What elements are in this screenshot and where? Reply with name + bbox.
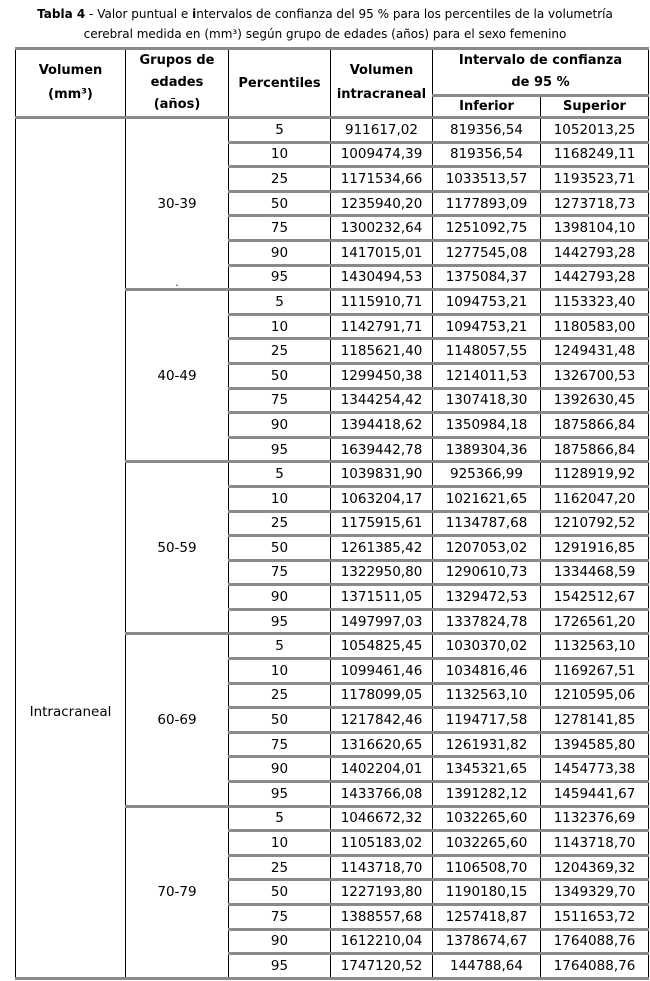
ci-upper-cell: 1454773,38	[541, 757, 649, 782]
ci-upper-cell: 1326700,53	[541, 363, 649, 388]
ci-upper-cell: 1153323,40	[541, 290, 649, 315]
ci-lower-cell: 819356,54	[433, 142, 541, 167]
caption-table-number: Tabla 4	[37, 7, 86, 21]
ci-upper-cell: 1349329,70	[541, 880, 649, 905]
volume-value-cell: 1105183,02	[331, 831, 433, 856]
header-grupos-edades	[126, 49, 229, 118]
percentile-cell: 5	[229, 462, 331, 487]
percentile-cell: 90	[229, 240, 331, 265]
age-group-cell-30-39	[126, 118, 229, 290]
volume-value-cell: 1300232,64	[331, 216, 433, 241]
percentile-cell: 95	[229, 782, 331, 807]
percentile-cell: 95	[229, 609, 331, 634]
ci-upper-cell: 1726561,20	[541, 609, 649, 634]
header-ic-line2: de 95 %	[511, 75, 570, 90]
header-percentiles: Percentiles	[229, 49, 331, 118]
ci-upper-cell: 1210595,06	[541, 683, 649, 708]
ci-lower-cell: 1307418,30	[433, 388, 541, 413]
header-volumen-line2: (mm³)	[48, 87, 93, 102]
percentile-cell: 50	[229, 191, 331, 216]
ci-upper-cell: 1278141,85	[541, 708, 649, 733]
volume-value-cell: 1009474,39	[331, 142, 433, 167]
percentile-cell: 50	[229, 363, 331, 388]
ci-lower-cell: 1148057,55	[433, 339, 541, 364]
ci-upper-cell: 1168249,11	[541, 142, 649, 167]
ci-lower-cell: 1190180,15	[433, 880, 541, 905]
volume-value-cell: 1430494,53	[331, 265, 433, 290]
table-caption	[0, 0, 650, 44]
ci-upper-cell: 1204369,32	[541, 855, 649, 880]
age-group-cell-40-49: 40-49	[126, 290, 229, 462]
ci-lower-cell: 1032265,60	[433, 831, 541, 856]
ci-lower-cell: 1261931,82	[433, 732, 541, 757]
ci-upper-cell: 1052013,25	[541, 118, 649, 143]
percentile-cell: 75	[229, 216, 331, 241]
ci-upper-cell: 1162047,20	[541, 486, 649, 511]
ci-upper-cell: 1542512,67	[541, 585, 649, 610]
ci-lower-cell: 1207053,02	[433, 536, 541, 561]
percentile-cell: 95	[229, 954, 331, 979]
ci-lower-cell: 1337824,78	[433, 609, 541, 634]
ci-lower-cell: 1094753,21	[433, 290, 541, 315]
header-inferior: Inferior	[433, 96, 541, 118]
volume-value-cell: 1054825,45	[331, 634, 433, 659]
volume-value-cell: 1299450,38	[331, 363, 433, 388]
percentile-cell: 10	[229, 142, 331, 167]
header-volumen-line1: Volumen	[38, 63, 103, 78]
percentile-cell: 10	[229, 659, 331, 684]
percentile-cell: 90	[229, 585, 331, 610]
ci-lower-cell: 1378674,67	[433, 929, 541, 954]
ci-lower-cell: 1094753,21	[433, 314, 541, 339]
header-grupos-line2: edades	[150, 75, 204, 90]
ci-lower-cell: 1391282,12	[433, 782, 541, 807]
age-group-cell-70-79: 70-79	[126, 806, 229, 978]
percentile-cell: 10	[229, 486, 331, 511]
ci-upper-cell: 1875866,84	[541, 437, 649, 462]
ci-lower-cell: 1106508,70	[433, 855, 541, 880]
ci-upper-cell: 1180583,00	[541, 314, 649, 339]
volume-value-cell: 1046672,32	[331, 806, 433, 831]
percentile-cell: 5	[229, 806, 331, 831]
volume-value-cell: 1175915,61	[331, 511, 433, 536]
volume-value-cell: 1261385,42	[331, 536, 433, 561]
ci-upper-cell: 1273718,73	[541, 191, 649, 216]
ci-lower-cell: 1134787,68	[433, 511, 541, 536]
ci-lower-cell: 1194717,58	[433, 708, 541, 733]
volume-value-cell: 1142791,71	[331, 314, 433, 339]
volume-value-cell: 1639442,78	[331, 437, 433, 462]
volume-value-cell: 911617,02	[331, 118, 433, 143]
volume-value-cell: 1394418,62	[331, 413, 433, 438]
percentile-cell: 95	[229, 437, 331, 462]
ci-lower-cell: 1375084,37	[433, 265, 541, 290]
ci-lower-cell: 1034816,46	[433, 659, 541, 684]
percentile-cell: 75	[229, 732, 331, 757]
ci-upper-cell: 1764088,76	[541, 929, 649, 954]
volume-value-cell: 1099461,46	[331, 659, 433, 684]
volume-value-cell: 1115910,71	[331, 290, 433, 315]
volume-value-cell: 1344254,42	[331, 388, 433, 413]
age-group-cell-60-69: 60-69	[126, 634, 229, 806]
volume-value-cell: 1227193,80	[331, 880, 433, 905]
volume-value-cell: 1143718,70	[331, 855, 433, 880]
volume-value-cell: 1217842,46	[331, 708, 433, 733]
caption-line-1	[0, 4, 650, 24]
ci-upper-cell: 1143718,70	[541, 831, 649, 856]
header-volumen	[16, 49, 126, 118]
percentile-cell: 95	[229, 265, 331, 290]
ci-upper-cell: 1132563,10	[541, 634, 649, 659]
percentile-cell: 90	[229, 929, 331, 954]
ci-lower-cell: 1032265,60	[433, 806, 541, 831]
percentile-cell: 25	[229, 855, 331, 880]
volume-value-cell: 1388557,68	[331, 905, 433, 930]
percentile-cell: 25	[229, 167, 331, 192]
ci-upper-cell: 1442793,28	[541, 265, 649, 290]
ci-lower-cell: 1277545,08	[433, 240, 541, 265]
header-superior: Superior	[541, 96, 649, 118]
header-vol-intra-line1: Volumen	[349, 63, 414, 78]
ci-upper-cell: 1334468,59	[541, 560, 649, 585]
age-group-cell-50-59: 50-59	[126, 462, 229, 634]
percentile-cell: 5	[229, 290, 331, 315]
volumen-intracraneal-cell: Intracraneal	[16, 118, 126, 979]
ci-lower-cell: 1389304,36	[433, 437, 541, 462]
percentile-cell: 5	[229, 118, 331, 143]
percentile-cell: 50	[229, 536, 331, 561]
ci-lower-cell: 1132563,10	[433, 683, 541, 708]
percentile-cell: 25	[229, 339, 331, 364]
percentile-cell: 10	[229, 314, 331, 339]
ci-upper-cell: 1169267,51	[541, 659, 649, 684]
data-table	[15, 47, 649, 980]
ci-lower-cell: 1251092,75	[433, 216, 541, 241]
ci-upper-cell: 1193523,71	[541, 167, 649, 192]
volume-value-cell: 1322950,80	[331, 560, 433, 585]
ci-lower-cell: 1345321,65	[433, 757, 541, 782]
ci-lower-cell: 1030370,02	[433, 634, 541, 659]
ci-upper-cell: 1132376,69	[541, 806, 649, 831]
ci-upper-cell: 1249431,48	[541, 339, 649, 364]
volume-value-cell: 1178099,05	[331, 683, 433, 708]
caption-text: - Valor puntual e	[85, 7, 193, 21]
ci-upper-cell: 1764088,76	[541, 954, 649, 979]
volume-value-cell: 1497997,03	[331, 609, 433, 634]
ci-lower-cell: 925366,99	[433, 462, 541, 487]
volume-value-cell: 1417015,01	[331, 240, 433, 265]
ci-upper-cell: 1442793,28	[541, 240, 649, 265]
percentile-cell: 50	[229, 708, 331, 733]
table-row	[16, 118, 649, 143]
ci-upper-cell: 1875866,84	[541, 413, 649, 438]
ci-lower-cell: 1033513,57	[433, 167, 541, 192]
caption-bold-i: i	[192, 7, 197, 21]
percentile-cell: 10	[229, 831, 331, 856]
percentile-cell: 75	[229, 388, 331, 413]
header-vol-intra-line2: intracraneal	[336, 87, 427, 102]
ci-lower-cell: 819356,54	[433, 118, 541, 143]
ci-lower-cell: 1350984,18	[433, 413, 541, 438]
ci-upper-cell: 1291916,85	[541, 536, 649, 561]
stray-dot: .	[175, 276, 179, 290]
volume-value-cell: 1185621,40	[331, 339, 433, 364]
volume-value-cell: 1402204,01	[331, 757, 433, 782]
ci-upper-cell: 1459441,67	[541, 782, 649, 807]
ci-upper-cell: 1398104,10	[541, 216, 649, 241]
ci-lower-cell: 1214011,53	[433, 363, 541, 388]
volume-value-cell: 1612210,04	[331, 929, 433, 954]
ci-upper-cell: 1210792,52	[541, 511, 649, 536]
header-grupos-line3: (años)	[153, 97, 201, 112]
volume-value-cell: 1039831,90	[331, 462, 433, 487]
header-ic-line1: Intervalo de confianza	[458, 53, 623, 68]
volume-value-cell: 1235940,20	[331, 191, 433, 216]
percentile-cell: 5	[229, 634, 331, 659]
header-intervalo-confianza	[433, 49, 649, 96]
ci-upper-cell: 1128919,92	[541, 462, 649, 487]
header-grupos-line1: Grupos de	[139, 53, 215, 68]
volume-value-cell: 1747120,52	[331, 954, 433, 979]
caption-line-2: cerebral medida en (mm³) según grupo de edades (años) para el sexo femenino	[83, 27, 567, 41]
volume-value-cell: 1171534,66	[331, 167, 433, 192]
ci-lower-cell: 144788,64	[433, 954, 541, 979]
volume-value-cell: 1433766,08	[331, 782, 433, 807]
volume-value-cell: 1316620,65	[331, 732, 433, 757]
header-volumen-intracraneal	[331, 49, 433, 118]
ci-lower-cell: 1021621,65	[433, 486, 541, 511]
volume-value-cell: 1371511,05	[331, 585, 433, 610]
percentile-cell: 75	[229, 905, 331, 930]
ci-upper-cell: 1394585,80	[541, 732, 649, 757]
ci-lower-cell: 1177893,09	[433, 191, 541, 216]
percentile-cell: 25	[229, 683, 331, 708]
ci-lower-cell: 1257418,87	[433, 905, 541, 930]
percentile-cell: 25	[229, 511, 331, 536]
percentile-cell: 90	[229, 413, 331, 438]
percentile-cell: 75	[229, 560, 331, 585]
ci-upper-cell: 1392630,45	[541, 388, 649, 413]
age-group-label: 30-39	[157, 195, 197, 212]
ci-upper-cell: 1511653,72	[541, 905, 649, 930]
percentile-cell: 50	[229, 880, 331, 905]
caption-text-rest: ntervalos de confianza del 95 % para los percentiles de la volumetría	[196, 7, 613, 21]
header-row-1	[16, 49, 649, 96]
percentile-cell: 90	[229, 757, 331, 782]
volume-value-cell: 1063204,17	[331, 486, 433, 511]
ci-lower-cell: 1329472,53	[433, 585, 541, 610]
ci-lower-cell: 1290610,73	[433, 560, 541, 585]
